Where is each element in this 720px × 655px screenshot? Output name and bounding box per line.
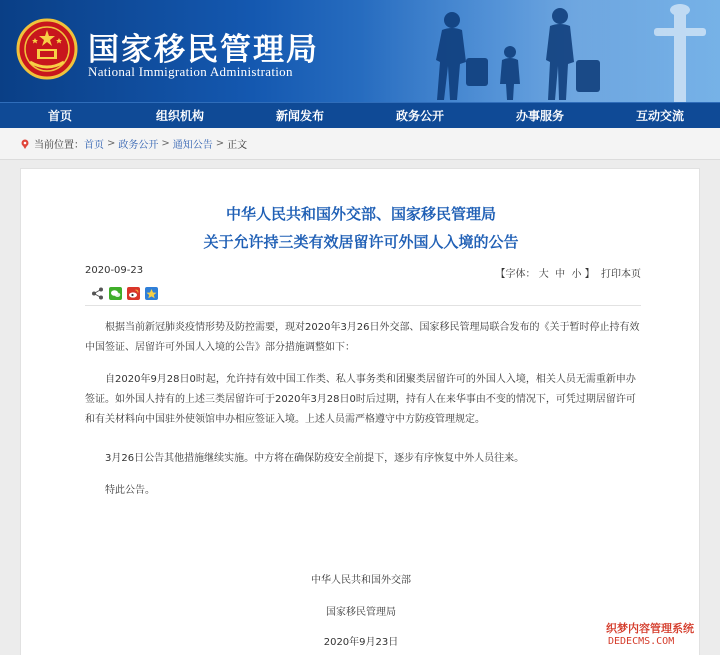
share-icon[interactable] — [91, 287, 104, 300]
location-pin-icon — [20, 139, 30, 149]
breadcrumb-separator: > — [161, 138, 170, 149]
watermark-line1: 织梦内容管理系统 — [606, 622, 694, 635]
article-title-line1: 中华人民共和国外交部、国家移民管理局 — [225, 205, 496, 223]
breadcrumb-current: 正文 — [227, 140, 248, 151]
dedecms-watermark — [602, 618, 718, 654]
site-header — [0, 0, 720, 102]
nav-item-interaction[interactable]: 互动交流 — [635, 109, 684, 123]
breadcrumb-home[interactable]: 首页 — [84, 140, 104, 151]
nav-item-news[interactable]: 新闻发布 — [275, 109, 324, 123]
publish-date: 2020-09-23 — [85, 265, 144, 276]
weibo-icon[interactable] — [127, 287, 140, 300]
share-bar — [91, 287, 158, 300]
breadcrumb-notices[interactable]: 通知公告 — [172, 140, 213, 151]
signature-nia: 国家移民管理局 — [326, 607, 396, 618]
font-size-small-button[interactable]: 小 — [571, 269, 582, 280]
article-paragraph: 根据当前新冠肺炎疫情形势及防控需要，现对2020年3月26日外交部、国家移民管理局联合发布的《关于暂时停止持有效中国签证、居留许可外国人入境的公告》部分措施调整如下： — [85, 322, 640, 353]
article-paragraph: 特此公告。 — [105, 485, 155, 496]
breadcrumb-government-affairs[interactable]: 政务公开 — [118, 140, 159, 151]
print-button[interactable]: 打印本页 — [601, 269, 641, 280]
breadcrumb-separator: > — [215, 138, 225, 149]
national-emblem-icon — [16, 18, 78, 80]
signature-mfa: 中华人民共和国外交部 — [311, 575, 411, 586]
breadcrumb-separator: > — [107, 138, 116, 149]
site-title-cn[interactable]: 国家移民管理局 — [88, 32, 319, 68]
breadcrumb — [0, 128, 720, 160]
nav-item-home[interactable]: 首页 — [47, 109, 72, 123]
signature-date: 2020年9月23日 — [323, 637, 399, 648]
huabiao-pillar-image — [640, 0, 720, 102]
watermark-line2: DEDECMS.COM — [608, 636, 675, 647]
wechat-icon[interactable] — [109, 287, 122, 300]
nav-item-government-affairs[interactable]: 政务公开 — [395, 109, 444, 123]
article-panel — [20, 168, 700, 655]
article-tools — [496, 265, 641, 280]
divider — [85, 305, 641, 306]
nav-item-services[interactable]: 办事服务 — [515, 109, 564, 123]
font-size-medium-button[interactable]: 中 — [555, 269, 566, 280]
font-size-label: 【字体： — [495, 269, 536, 280]
article-paragraph: 自2020年9月28日0时起，允许持有效中国工作类、私人事务类和团聚类居留许可的外国人入境，相关人员无需重新申办签证。如外国人持有的上述三类居留许可于2020年3月28日0时后过期，持有人在来华事由不变的情况下，可凭过期居留许可和有关材料向中国驻外使领馆申办相应签证入境。上述人员需严格遵守中方防疫管理规定。 — [85, 374, 636, 425]
article-paragraph: 3月26日公告其他措施继续实施。中方将在确保防疫安全前提下，逐步有序恢复中外人员往来。 — [105, 453, 525, 464]
travelers-silhouette-image — [410, 0, 630, 102]
breadcrumb-label: 当前位置： — [34, 140, 84, 151]
nav-item-organization[interactable]: 组织机构 — [155, 109, 204, 123]
main-nav — [0, 102, 720, 128]
article-title-line2: 关于允许持三类有效居留许可外国人入境的公告 — [203, 233, 519, 251]
qzone-icon[interactable] — [145, 287, 158, 300]
font-size-large-button[interactable]: 大 — [538, 269, 549, 280]
font-size-close: 】 — [584, 269, 595, 280]
site-title-en: National Immigration Administration — [88, 64, 293, 79]
